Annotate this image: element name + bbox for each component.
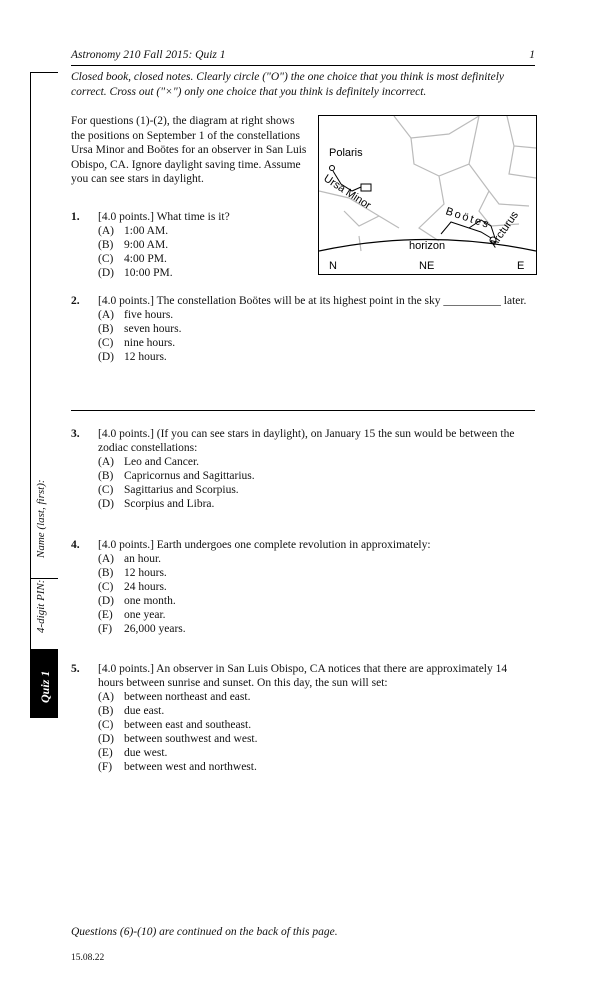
question-number: 2.: [71, 295, 80, 307]
page-number: 1: [529, 49, 535, 61]
option-d[interactable]: (D) 10:00 PM.: [98, 267, 173, 279]
pin-label: 4-digit PIN:: [35, 579, 47, 633]
question-1: [71, 210, 311, 280]
question-number: 3.: [71, 428, 80, 440]
diagram-intro: For questions (1)-(2), the diagram at right shows the positions on September 1 of the constellations Ursa Minor and Boötes for an observer in San Luis Obispo, CA. Ignore daylight saving time. Assume you can see stars in daylight.: [71, 115, 307, 185]
option-a[interactable]: (A) 1:00 AM.: [98, 225, 169, 237]
question-3: [71, 427, 535, 511]
section-divider: [71, 410, 535, 411]
option-b[interactable]: (B) Capricornus and Sagittarius.: [98, 470, 255, 482]
horizon-label: horizon: [409, 240, 446, 252]
option-a[interactable]: (A) between northeast and east.: [98, 691, 251, 703]
option-d[interactable]: (D) between southwest and west.: [98, 733, 258, 745]
question-2: [71, 294, 535, 364]
page-header: [71, 49, 535, 66]
option-c[interactable]: (C) between east and southeast.: [98, 719, 252, 731]
direction-e: E: [517, 260, 525, 272]
option-f[interactable]: (F) 26,000 years.: [98, 623, 186, 635]
question-stem: [4.0 points.] What time is it?: [98, 211, 230, 223]
instructions: Closed book, closed notes. Clearly circle ("O") the one choice that you think is most definitely correct. Cross out ("×") only one choice that you think is definitely incorrect.: [71, 71, 505, 98]
option-e[interactable]: (E) one year.: [98, 609, 166, 621]
option-c[interactable]: (C) 24 hours.: [98, 581, 167, 593]
name-label: Name (last, first):: [35, 479, 47, 558]
option-b[interactable]: (B) 12 hours.: [98, 567, 167, 579]
arcturus-label: Arcturus: [487, 209, 521, 250]
option-c[interactable]: (C) 4:00 PM.: [98, 253, 167, 265]
direction-ne: NE: [419, 260, 435, 272]
question-number: 5.: [71, 663, 80, 675]
direction-n: N: [329, 260, 337, 272]
name-pin-strip: [30, 72, 58, 718]
sky-diagram-svg: [319, 116, 536, 274]
option-a[interactable]: (A) five hours.: [98, 309, 174, 321]
option-f[interactable]: (F) between west and northwest.: [98, 761, 257, 773]
quiz-badge-label: Quiz 1: [38, 670, 52, 703]
option-b[interactable]: (B) 9:00 AM.: [98, 239, 169, 251]
question-stem: [4.0 points.] The constellation Boötes will be at its highest point in the sky __________ later.: [98, 295, 527, 307]
sky-diagram: [318, 115, 537, 275]
option-e[interactable]: (E) due west.: [98, 747, 168, 759]
document-code: 15.08.22: [71, 953, 105, 963]
question-stem: [4.0 points.] Earth undergoes one complete revolution in approximately:: [98, 539, 431, 551]
ursa-minor-label: Ursa Minor: [321, 172, 374, 212]
option-d[interactable]: (D) 12 hours.: [98, 351, 167, 363]
question-4: [71, 538, 535, 636]
option-c[interactable]: (C) nine hours.: [98, 337, 176, 349]
polaris-label: Polaris: [329, 147, 363, 159]
bootes-label: Boötes: [444, 205, 492, 232]
option-d[interactable]: (D) Scorpius and Libra.: [98, 498, 215, 510]
option-b[interactable]: (B) seven hours.: [98, 323, 182, 335]
option-b[interactable]: (B) due east.: [98, 705, 165, 717]
option-a[interactable]: (A) Leo and Cancer.: [98, 456, 200, 468]
question-5: [71, 662, 535, 774]
question-number: 4.: [71, 539, 80, 551]
question-stem: [4.0 points.] An observer in San Luis Obispo, CA notices that there are approximately 14 hours between sunrise and sunset. On this day, the sun will set:: [98, 663, 508, 689]
quiz-badge: [31, 649, 58, 717]
option-d[interactable]: (D) one month.: [98, 595, 176, 607]
course-title: Astronomy 210 Fall 2015: Quiz 1: [71, 49, 226, 61]
option-a[interactable]: (A) an hour.: [98, 553, 162, 565]
continued-note: Questions (6)-(10) are continued on the back of this page.: [71, 926, 338, 938]
question-number: 1.: [71, 211, 80, 223]
question-stem: [4.0 points.] (If you can see stars in daylight), on January 15 the sun would be between the zodiac constellations:: [98, 428, 515, 454]
option-c[interactable]: (C) Sagittarius and Scorpius.: [98, 484, 239, 496]
